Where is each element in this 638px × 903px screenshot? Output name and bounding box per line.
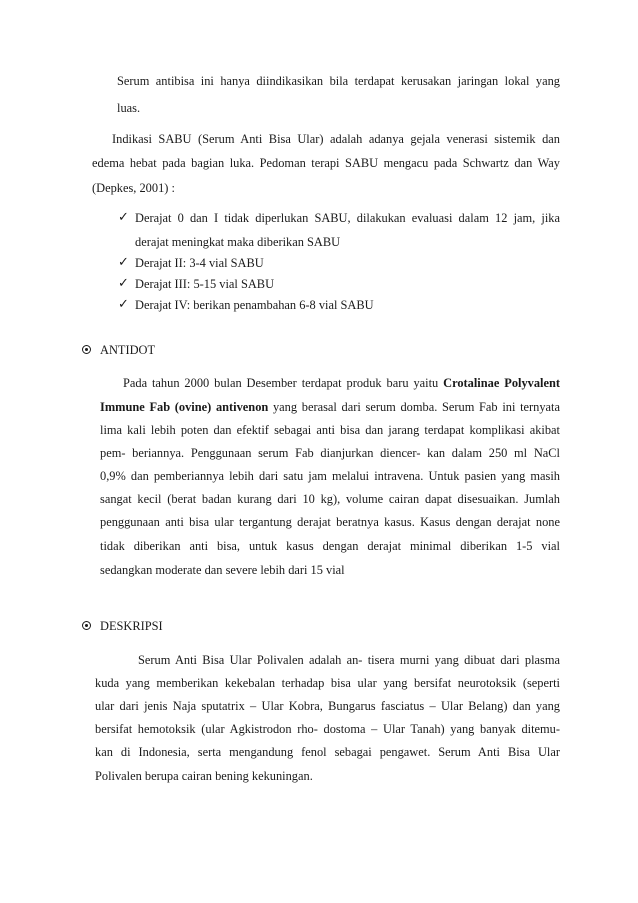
bold-term: Crotalinae Polyvalent [443,376,560,390]
paragraph-line: Polivalen berupa cairan bening kekuningan. [95,769,313,783]
circle-bullet-icon [82,345,91,354]
bold-term: Immune Fab (ovine) antivenon [100,400,269,414]
paragraph-line: (Depkes, 2001) : [92,181,175,195]
paragraph-line: sangat kecil (berat badan kurang dari 10 kg), volume cairan dapat disesuaikan. Jumlah [100,492,560,506]
paragraph-line: Indikasi SABU (Serum Anti Bisa Ular) adalah adanya gejala venerasi sistemik dan [112,132,560,146]
checkmark-icon: ✓ [118,210,129,225]
paragraph-line: ular dari jenis Naja sputatrix – Ular Kobra, Bungarus fasciatus – Ular Belang) dan yang [95,699,560,713]
paragraph-line: 0,9% dan pemberiannya lebih dari satu jam melalui intravena. Untuk pasien yang masih [100,469,560,483]
checklist-item: Derajat 0 dan I tidak diperlukan SABU, dilakukan evaluasi dalam 12 jam, jika [135,211,560,225]
paragraph-line: Serum antibisa ini hanya diindikasikan bila terdapat kerusakan jaringan lokal yang [117,74,560,88]
text-span: yang berasal dari serum domba. Serum Fab ini ternyata [268,400,560,414]
paragraph-line: penggunaan anti bisa ular tergantung derajat beratnya kasus. Kasus dengan derajat none [100,515,560,529]
text-span: Pada tahun 2000 bulan Desember terdapat produk baru yaitu [123,376,444,390]
checklist-item: Derajat II: 3-4 vial SABU [135,256,264,270]
circle-bullet-icon [82,621,91,630]
checklist-item-continuation: derajat meningkat maka diberikan SABU [135,235,341,249]
paragraph-line: kan di Indonesia, serta mengandung fenol sebagai pengawet. Serum Anti Bisa Ular [95,745,560,759]
checkmark-icon: ✓ [118,255,129,270]
paragraph-line: bersifat hemotoksik (ular Agkistrodon rho- dostoma – Ular Tanah) yang banyak ditemu- [95,722,560,736]
paragraph-line: edema hebat pada bagian luka. Pedoman terapi SABU mengacu pada Schwartz dan Way [92,156,560,170]
checklist-item: Derajat III: 5-15 vial SABU [135,277,275,291]
checkmark-icon: ✓ [118,297,129,312]
paragraph-line: sedangkan moderate dan severe lebih dari 15 vial [100,563,345,577]
paragraph-line: tidak diberikan anti bisa, untuk kasus dengan derajat minimal diberikan 1-5 vial [100,539,560,553]
paragraph-line [123,375,560,391]
paragraph-line: luas. [117,101,141,115]
checklist-item: Derajat IV: berikan penambahan 6-8 vial SABU [135,298,374,312]
section-heading-deskripsi: DESKRIPSI [100,619,163,633]
paragraph-line: kuda yang memberikan kekebalan terhadap bisa ular yang bersifat neurotoksik (seperti [95,676,560,690]
checkmark-icon: ✓ [118,276,129,291]
paragraph-line: pem- beriannya. Penggunaan serum Fab dianjurkan diencer- kan dalam 250 ml NaCl [100,446,560,460]
section-heading-antidot: ANTIDOT [100,343,156,357]
paragraph-line: Serum Anti Bisa Ular Polivalen adalah an- tisera murni yang dibuat dari plasma [138,653,560,667]
paragraph-line: lima kali lebih poten dan efektif sebagai anti bisa dan jarang terdapat komplikasi akibat [100,423,560,437]
paragraph-line [100,399,560,415]
